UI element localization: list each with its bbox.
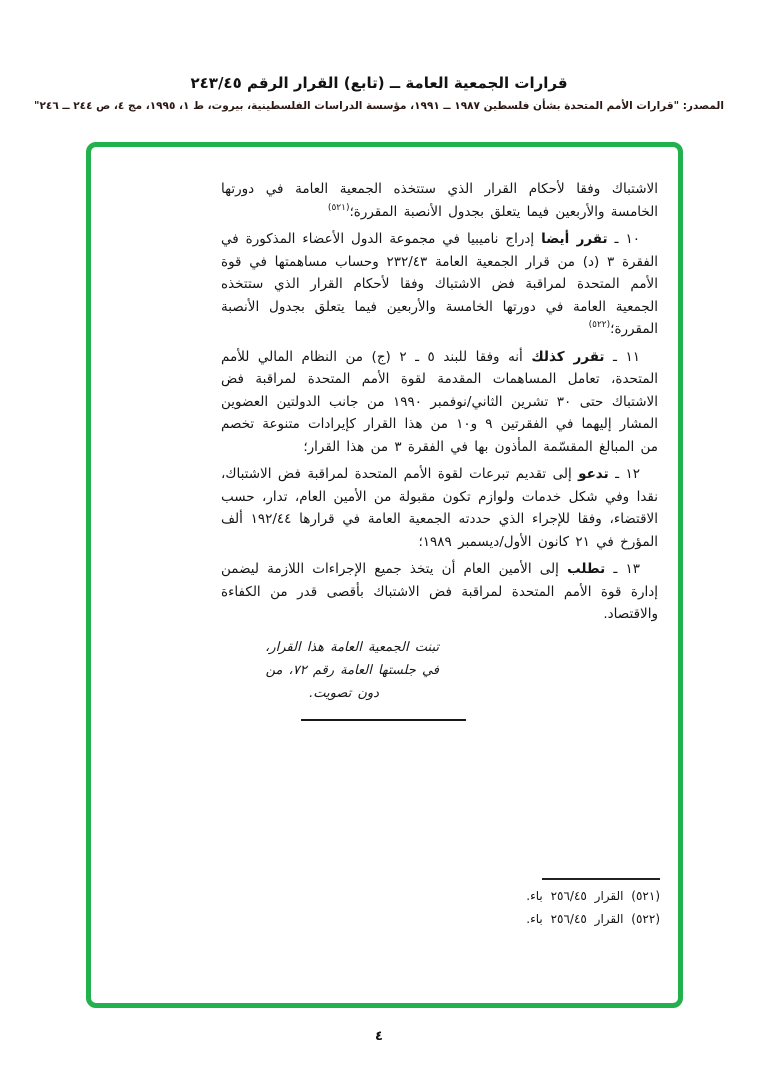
operative-verb: تقرر أيضا [541, 231, 608, 247]
footnotes-block [340, 878, 660, 931]
footnote-521: (٥٢١) القرار ٢٥٦/٤٥ باء. [526, 889, 660, 903]
paragraph-body: أنه وفقا للبند ٥ ـ ٢ (ج) من النظام المالي للأمم المتحدة، تعامل المساهمات المقدمة لقوة الأمم المتحدة لمراقبة فض الاشتباك حتى ٣٠ تشرين الثاني/نوفمبر ١٩٩٠ من جانب الدولتين العضوين المشار إليهما في الفقرتين ٩ و١٠ من هذا القرار كإيرادات متنوعة تخصم من المبالغ المقسّمة المأذون بها في الفقرة ٣ من هذا القرار؛ [221, 348, 659, 455]
footnote-522: (٥٢٢) القرار ٢٥٦/٤٥ باء. [526, 912, 660, 926]
adoption-line: تبنت الجمعية العامة هذا القرار، [265, 639, 439, 655]
adoption-line: دون تصويت. [309, 685, 379, 701]
adoption-line: في جلستها العامة رقم ٧٢، من [265, 662, 439, 678]
paragraph-body: إدراج ناميبيا في مجموعة الدول الأعضاء المذكورة في الفقرة ٣ (د) من قرار الجمعية العامة ٢٣٢/٤٣ وحساب مساهمتها في قوة الأمم المتحدة لمراقبة فض الاشتباك وفقا لأحكام القرار الذي ستتخذه الجمعية العامة في دورتها الخامسة والأربعين فيما يتعلق بجدول الأنصبة المقررة؛ [221, 231, 658, 337]
paragraph-12 [221, 463, 658, 553]
page-number: ٤ [375, 1029, 383, 1044]
source-citation: المصدر: "قرارات الأمم المتحدة بشأن فلسطين ١٩٨٧ ــ ١٩٩١، مؤسسة الدراسات الفلسطينية، بيروت، ط ١، ١٩٩٥، مج ٤، ص ٢٤٤ ــ ٢٤٦" [34, 100, 724, 112]
paragraph-continuation [221, 178, 658, 223]
paragraph-number: ١٣ ـ [613, 561, 641, 577]
operative-verb: تقرر كذلك [531, 348, 605, 365]
paragraph-body: إلى تقديم تبرعات لقوة الأمم المتحدة لمراقبة فض الاشتباك، نقدا وفي شكل خدمات ولوازم تكون مقبولة من الأمين العام، تدار، حسب الاقتضاء، وفقا للإجراء الذي حددته الجمعية العامة في قرارها ١٩٢/٤٤ ألف المؤرخ في ٢١ كانون الأول/ديسمبر ١٩٨٩؛ [221, 466, 658, 550]
paragraph-13 [221, 558, 658, 626]
operative-verb: تدعو [578, 466, 609, 482]
paragraph-10 [221, 228, 658, 341]
paragraph-11 [221, 346, 658, 459]
paragraph-body: إلى الأمين العام أن يتخذ جميع الإجراءات اللازمة ليضمن إدارة قوة الأمم المتحدة لمراقبة فض الاشتباك بأقصى قدر من الكفاءة والاقتصاد. [221, 561, 658, 622]
footnote-ref-521: (٥٢١) [327, 202, 350, 213]
paragraph-number: ١٠ ـ [614, 231, 640, 247]
resolution-text-column [221, 178, 658, 721]
operative-verb: تطلب [567, 561, 606, 577]
paragraph-number: ١١ ـ [613, 348, 640, 365]
paragraph-body: الاشتباك وفقا لأحكام القرار الذي ستتخذه الجمعية العامة في دورتها الخامسة والأربعين فيما يتعلق بجدول الأنصبة المقررة؛ [221, 181, 658, 220]
page-title: قرارات الجمعية العامة ــ (تابع) القرار الرقم ٢٤٣/٤٥ [190, 74, 568, 92]
section-divider-rule [301, 719, 466, 721]
footnote-divider-rule [542, 878, 660, 880]
adoption-formula [221, 636, 439, 705]
footnote-ref-522: (٥٢٢) [588, 320, 611, 330]
paragraph-number: ١٢ ـ [615, 466, 640, 482]
